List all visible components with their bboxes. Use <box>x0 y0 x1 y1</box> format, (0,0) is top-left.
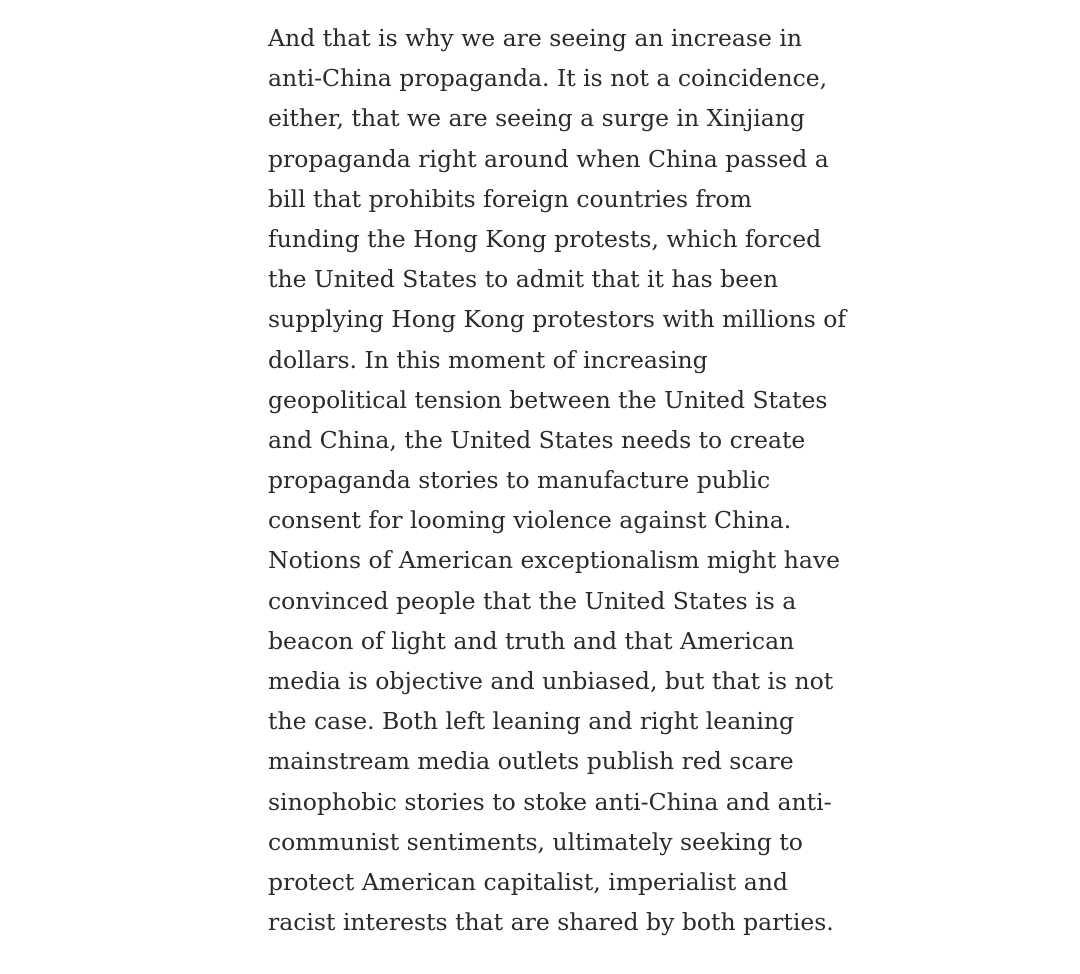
text-line-3: either, that we are seeing a surge in Xinjiang <box>268 104 805 133</box>
text-line-16: beacon of light and truth and that American <box>268 626 795 655</box>
text-line-14: Notions of American exceptionalism might have <box>268 546 841 575</box>
text-line-10: geopolitical tension between the United States <box>268 385 828 414</box>
text-line-8: supplying Hong Kong protestors with millions of <box>268 305 847 334</box>
text-line-5: bill that prohibits foreign countries from <box>268 184 752 213</box>
text-line-22: protect American capitalist, imperialist and <box>268 867 788 896</box>
text-line-4: propaganda right around when China passed a <box>268 144 829 173</box>
text-line-12: propaganda stories to manufacture public <box>268 466 771 495</box>
text-line-6: funding the Hong Kong protests, which forced <box>268 224 822 253</box>
article-body-paragraph <box>268 18 847 942</box>
text-line-15: convinced people that the United States is a <box>268 586 797 615</box>
text-line-19: mainstream media outlets publish red scare <box>268 747 794 776</box>
text-line-21: communist sentiments, ultimately seeking to <box>268 827 803 856</box>
text-line-23: racist interests that are shared by both parties. <box>268 908 834 937</box>
text-line-2: anti-China propaganda. It is not a coincidence, <box>268 64 828 93</box>
text-line-9: dollars. In this moment of increasing <box>268 345 708 374</box>
text-line-11: and China, the United States needs to create <box>268 425 806 454</box>
text-line-20: sinophobic stories to stoke anti-China and anti- <box>268 787 832 816</box>
text-line-18: the case. Both left leaning and right leaning <box>268 707 795 736</box>
text-line-13: consent for looming violence against China. <box>268 506 792 535</box>
text-line-17: media is objective and unbiased, but that is not <box>268 667 834 695</box>
text-line-1: And that is why we are seeing an increase in <box>268 24 802 52</box>
text-line-7: the United States to admit that it has been <box>268 265 779 294</box>
